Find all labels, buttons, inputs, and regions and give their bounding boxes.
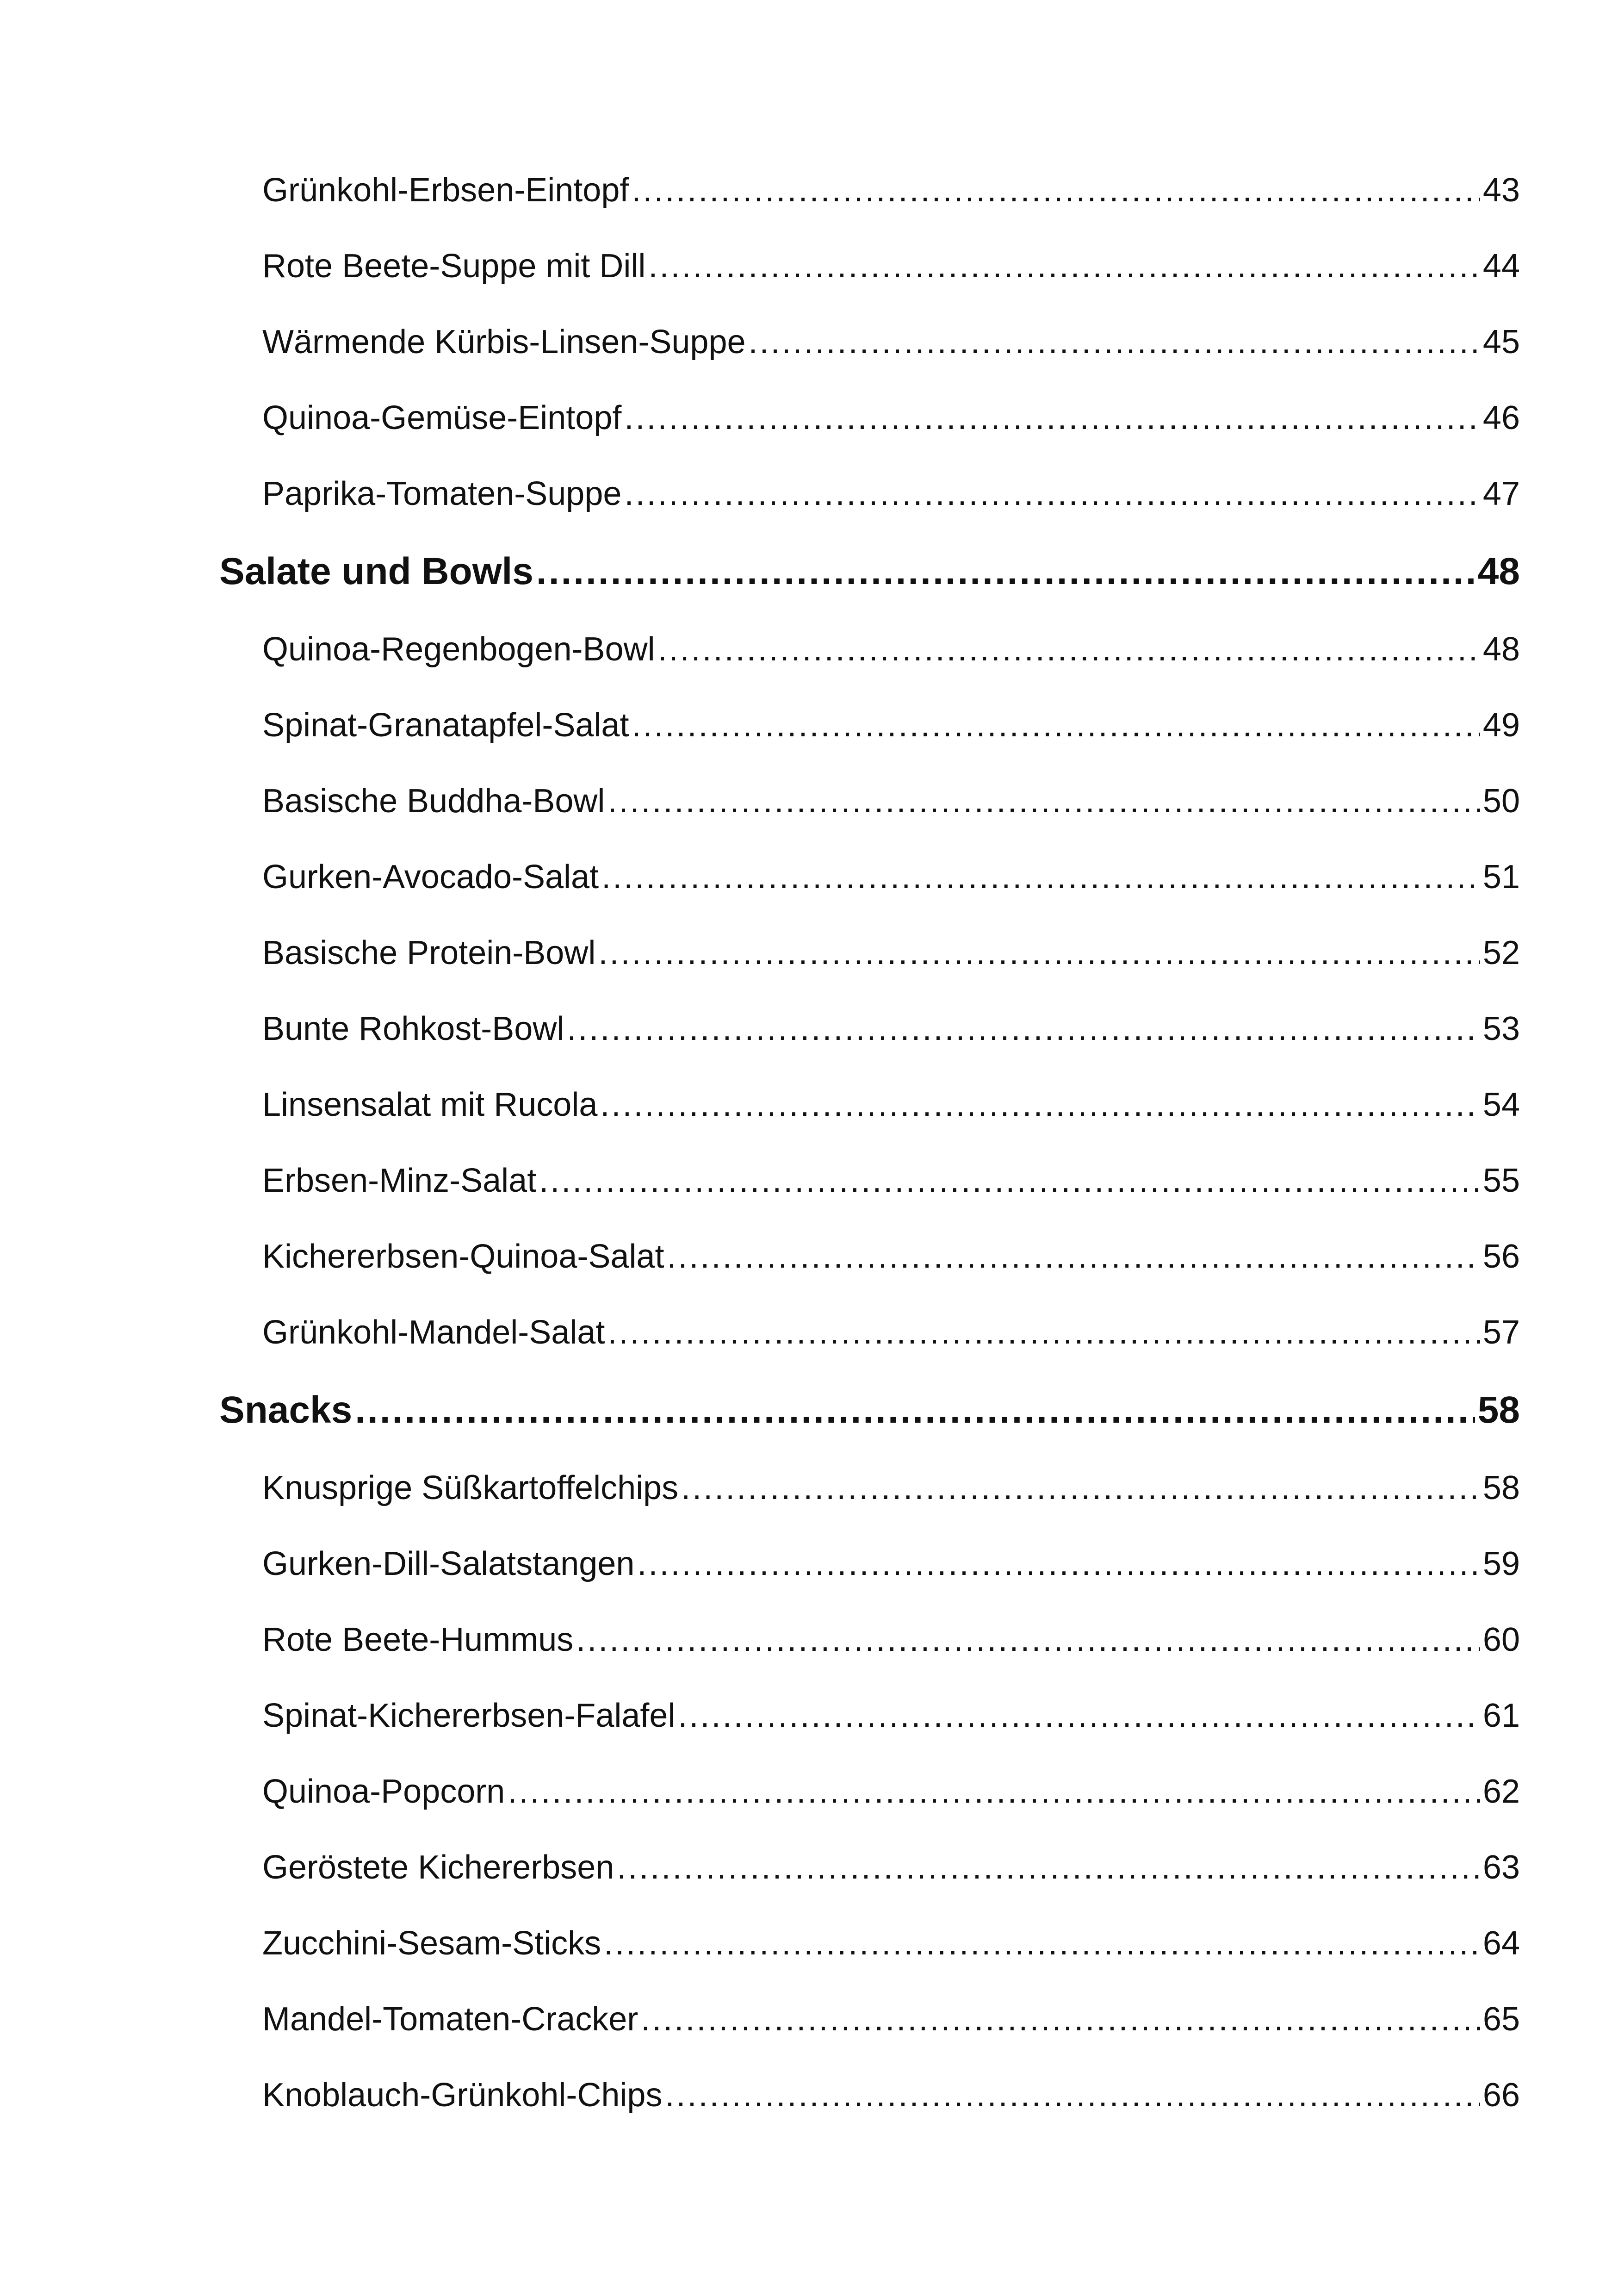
toc-entry-title: Zucchini-Sesam-Sticks [262, 1925, 601, 1962]
toc-entry-geroestete-kichererbsen[interactable] [262, 1842, 1520, 1893]
toc-section-title: Snacks [219, 1389, 353, 1431]
toc-entry-title: Gurken-Avocado-Salat [262, 859, 599, 896]
toc-entry-rote-beete-suppe[interactable] [262, 241, 1520, 292]
toc-entry-mandel-tomaten-cracker[interactable] [262, 1994, 1520, 2045]
dot-leader [658, 624, 1480, 675]
dot-leader [667, 1231, 1480, 1282]
toc-entry-title: Linsensalat mit Rucola [262, 1086, 598, 1123]
toc-entry-gruenkohl-mandel-salat[interactable] [262, 1307, 1520, 1358]
toc-entry-page: 55 [1482, 1162, 1520, 1199]
toc-entry-zucchini-sesam-sticks[interactable] [262, 1918, 1520, 1969]
toc-entry-page: 44 [1482, 248, 1520, 285]
toc-entry-title: Gurken-Dill-Salatstangen [262, 1545, 635, 1582]
dot-leader [648, 241, 1480, 292]
toc-entry-gruenkohl-erbsen-eintopf[interactable] [262, 165, 1520, 216]
dot-leader [355, 1385, 1475, 1436]
toc-entry-page: 53 [1482, 1010, 1520, 1047]
toc-entry-title: Bunte Rohkost-Bowl [262, 1010, 564, 1047]
toc-entry-page: 63 [1482, 1849, 1520, 1886]
toc-entry-page: 52 [1482, 934, 1520, 971]
toc-entry-kuerbis-linsen-suppe[interactable] [262, 317, 1520, 367]
toc-entry-title: Spinat-Kichererbsen-Falafel [262, 1697, 676, 1734]
toc-entry-page: 51 [1482, 859, 1520, 896]
dot-leader [601, 852, 1480, 902]
toc-entry-title: Grünkohl-Erbsen-Eintopf [262, 172, 629, 209]
toc-section-page: 48 [1477, 550, 1520, 592]
toc-entry-title: Basische Buddha-Bowl [262, 783, 605, 820]
toc-section-title: Salate und Bowls [219, 550, 533, 592]
toc-entry-title: Rote Beete-Suppe mit Dill [262, 248, 646, 285]
toc-entry-title: Quinoa-Gemüse-Eintopf [262, 399, 622, 436]
toc-entry-page: 62 [1482, 1773, 1520, 1810]
toc-entry-spinat-granatapfel-salat[interactable] [262, 700, 1520, 751]
toc-entry-title: Quinoa-Regenbogen-Bowl [262, 631, 655, 668]
toc-entry-title: Knoblauch-Grünkohl-Chips [262, 2077, 663, 2114]
dot-leader [624, 392, 1480, 443]
toc-entry-linsensalat-mit-rucola[interactable] [262, 1079, 1520, 1130]
dot-leader [617, 1842, 1480, 1893]
toc-entry-basische-buddha-bowl[interactable] [262, 776, 1520, 827]
dot-leader [567, 1003, 1480, 1054]
toc-entry-title: Knusprige Süßkartoffelchips [262, 1469, 679, 1506]
toc-section-salate-und-bowls[interactable] [219, 546, 1520, 597]
toc-entry-title: Basische Protein-Bowl [262, 934, 596, 971]
dot-leader [637, 1538, 1480, 1589]
toc-entry-knoblauch-gruenkohl-chips[interactable] [262, 2070, 1520, 2121]
dot-leader [624, 468, 1480, 519]
toc-entry-page: 47 [1482, 475, 1520, 512]
toc-entry-page: 57 [1482, 1314, 1520, 1351]
dot-leader [600, 1079, 1480, 1130]
toc-entry-page: 65 [1482, 2001, 1520, 2038]
toc-entry-paprika-tomaten-suppe[interactable] [262, 468, 1520, 519]
dot-leader [678, 1690, 1480, 1741]
dot-leader [641, 1994, 1480, 2045]
dot-leader [539, 1155, 1480, 1206]
toc-entry-page: 43 [1482, 172, 1520, 209]
dot-leader [508, 1766, 1480, 1817]
toc-entry-quinoa-gemuese-eintopf[interactable] [262, 392, 1520, 443]
dot-leader [749, 317, 1480, 367]
dot-leader [598, 927, 1480, 978]
toc-entry-spinat-kichererbsen-falafel[interactable] [262, 1690, 1520, 1741]
toc-entry-title: Erbsen-Minz-Salat [262, 1162, 537, 1199]
toc-entry-page: 45 [1482, 324, 1520, 361]
toc-entry-page: 46 [1482, 399, 1520, 436]
toc-entry-page: 56 [1482, 1238, 1520, 1275]
toc-entry-title: Grünkohl-Mandel-Salat [262, 1314, 605, 1351]
toc-entry-title: Rote Beete-Hummus [262, 1621, 574, 1658]
toc-entry-page: 59 [1482, 1545, 1520, 1582]
toc-entry-page: 54 [1482, 1086, 1520, 1123]
toc-entry-quinoa-regenbogen-bowl[interactable] [262, 624, 1520, 675]
toc-entry-page: 66 [1482, 2077, 1520, 2114]
dot-leader [632, 700, 1480, 751]
toc-section-snacks[interactable] [219, 1385, 1520, 1436]
dot-leader [681, 1462, 1480, 1513]
toc-entry-page: 49 [1482, 707, 1520, 744]
toc-entry-page: 58 [1482, 1469, 1520, 1506]
toc-entry-title: Mandel-Tomaten-Cracker [262, 2001, 639, 2038]
dot-leader [665, 2070, 1480, 2121]
dot-leader [536, 546, 1475, 597]
toc-entry-knusprige-suesskartoffelchips[interactable] [262, 1462, 1520, 1513]
toc-entry-basische-protein-bowl[interactable] [262, 927, 1520, 978]
toc-section-page: 58 [1477, 1389, 1520, 1431]
toc-entry-title: Quinoa-Popcorn [262, 1773, 505, 1810]
toc-entry-title: Kichererbsen-Quinoa-Salat [262, 1238, 664, 1275]
toc-entry-page: 61 [1482, 1697, 1520, 1734]
toc-entry-gurken-dill-salatstangen[interactable] [262, 1538, 1520, 1589]
dot-leader [608, 776, 1480, 827]
toc-entry-bunte-rohkost-bowl[interactable] [262, 1003, 1520, 1054]
toc-entry-title: Geröstete Kichererbsen [262, 1849, 614, 1886]
dot-leader [608, 1307, 1480, 1358]
toc-entry-page: 60 [1482, 1621, 1520, 1658]
toc-entry-page: 48 [1482, 631, 1520, 668]
dot-leader [632, 165, 1480, 216]
toc-entry-title: Wärmende Kürbis-Linsen-Suppe [262, 324, 746, 361]
toc-entry-rote-beete-hummus[interactable] [262, 1614, 1520, 1665]
toc-entry-page: 50 [1482, 783, 1520, 820]
toc-entry-quinoa-popcorn[interactable] [262, 1766, 1520, 1817]
toc-entry-erbsen-minz-salat[interactable] [262, 1155, 1520, 1206]
toc-entry-gurken-avocado-salat[interactable] [262, 852, 1520, 902]
toc-entry-title: Spinat-Granatapfel-Salat [262, 707, 629, 744]
dot-leader [576, 1614, 1480, 1665]
toc-entry-title: Paprika-Tomaten-Suppe [262, 475, 622, 512]
dot-leader [604, 1918, 1480, 1969]
toc-entry-kichererbsen-quinoa-salat[interactable] [262, 1231, 1520, 1282]
toc-entry-page: 64 [1482, 1925, 1520, 1962]
